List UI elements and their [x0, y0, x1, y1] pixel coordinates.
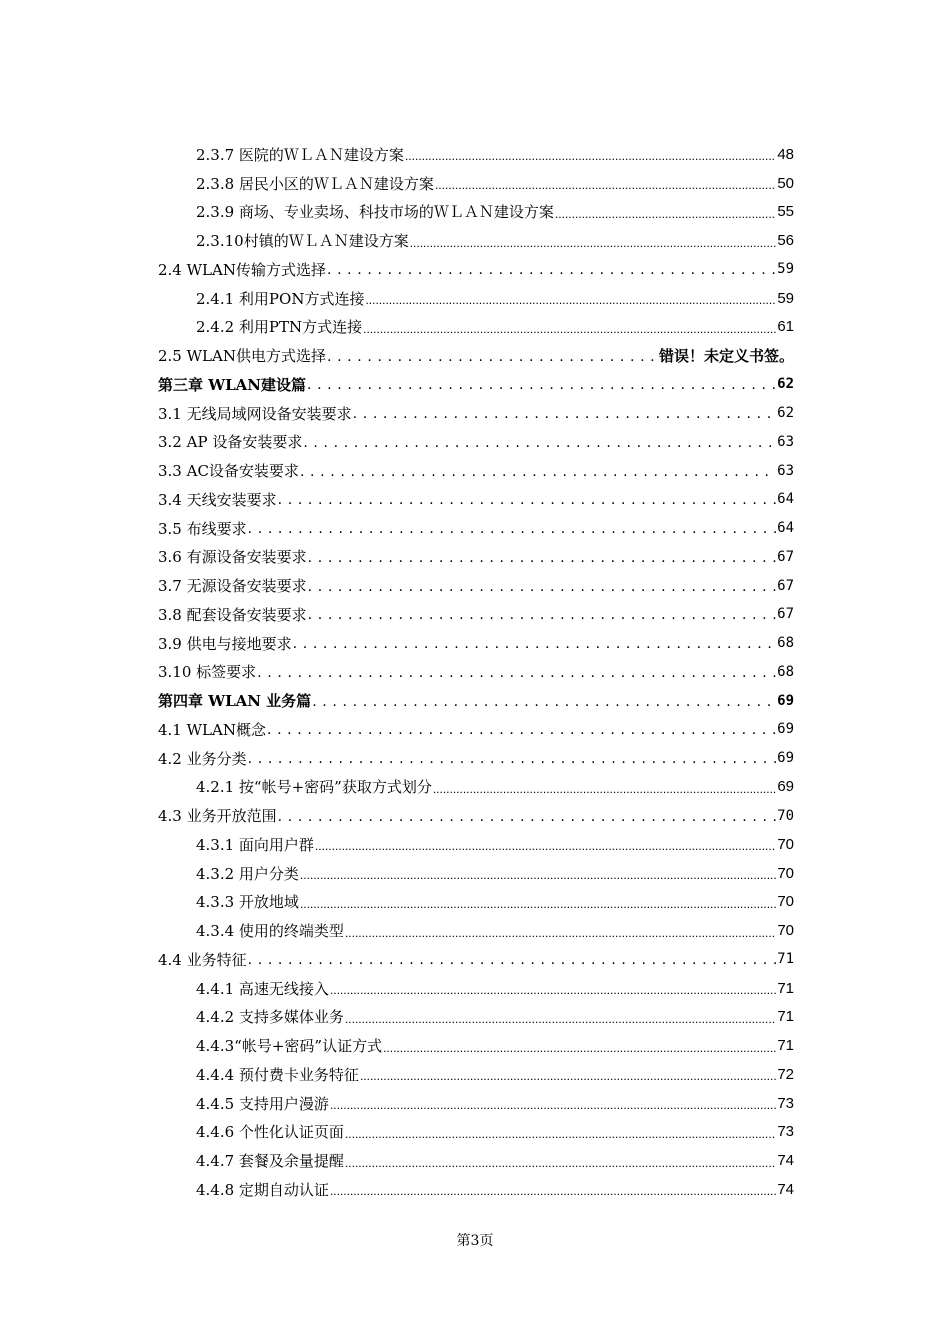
toc-entry[interactable]: [158, 226, 794, 255]
toc-dot-leader: [303, 433, 776, 451]
toc-dot-leader: [300, 462, 776, 480]
toc-entry-page: 74: [777, 1152, 794, 1170]
toc-dot-leader: [345, 1152, 776, 1170]
toc-entry-title: 第四章 WLAN 业务篇: [158, 692, 312, 711]
toc-entry-title: 3.7 无源设备安装要求: [158, 577, 307, 596]
toc-entry[interactable]: [158, 1089, 794, 1118]
toc-dot-leader: [308, 548, 777, 566]
toc-dot-leader: [410, 232, 777, 250]
toc-entry-page: 70: [777, 893, 794, 911]
toc-dot-leader: [365, 289, 776, 307]
toc-entry-page: 56: [777, 232, 794, 250]
toc-entry-page: 67: [777, 577, 794, 594]
toc-entry[interactable]: [158, 543, 794, 572]
toc-entry[interactable]: [158, 514, 794, 543]
toc-entry[interactable]: [158, 399, 794, 428]
toc-entry-title: 4.4.2 支持多媒体业务: [196, 1008, 344, 1027]
toc-dot-leader: [345, 1008, 776, 1026]
toc-entry-title: 第三章 WLAN建设篇: [158, 375, 306, 394]
toc-dot-leader: [312, 692, 776, 710]
toc-entry-title: 2.3.8 居民小区的ＷＬＡＮ建设方案: [196, 174, 434, 193]
toc-dot-leader: [308, 577, 777, 595]
toc-entry-title: 4.2 业务分类: [158, 749, 247, 768]
toc-entry-page: 50: [777, 174, 794, 192]
toc-entry-page: 67: [777, 548, 794, 565]
toc-entry[interactable]: [158, 744, 794, 773]
toc-entry-page: 68: [777, 635, 794, 652]
toc-dot-leader: [555, 203, 776, 221]
toc-entry-title: 3.9 供电与接地要求: [158, 634, 292, 653]
toc-dot-leader: [300, 864, 776, 882]
toc-dot-leader: [267, 720, 776, 738]
toc-entry-page: 70: [777, 864, 794, 882]
toc-entry-page: 61: [777, 318, 794, 336]
toc-entry-page: 64: [777, 491, 794, 508]
toc-entry-title: 3.3 AC设备安装要求: [158, 462, 299, 481]
toc-entry-title: 4.4.6 个性化认证页面: [196, 1123, 344, 1142]
toc-entry[interactable]: [158, 830, 794, 859]
toc-entry-page: 62: [777, 376, 794, 393]
toc-entry[interactable]: [158, 801, 794, 830]
toc-dot-leader: [383, 1037, 776, 1055]
toc-entry-page: 55: [777, 203, 794, 221]
toc-entry-title: 4.3.4 使用的终端类型: [196, 922, 344, 941]
toc-entry-title: 3.1 无线局域网设备安装要求: [158, 404, 352, 423]
toc-entry-page: 71: [777, 951, 794, 968]
toc-entry[interactable]: [158, 140, 794, 169]
toc-entry[interactable]: [158, 600, 794, 629]
toc-entry[interactable]: [158, 341, 794, 370]
toc-entry[interactable]: [158, 428, 794, 457]
toc-entry-title: 4.4.1 高速无线接入: [196, 979, 329, 998]
toc-entry-title: 4.4.7 套餐及余量提醒: [196, 1152, 344, 1171]
toc-entry-page: 63: [777, 433, 794, 450]
toc-entry-page: 73: [777, 1123, 794, 1141]
toc-dot-leader: [433, 778, 776, 796]
toc-entry-title: 4.1 WLAN概念: [158, 720, 266, 739]
toc-entry-page: 70: [777, 835, 794, 853]
toc-dot-leader: [293, 634, 777, 652]
toc-entry[interactable]: [158, 169, 794, 198]
toc-entry-page: 69: [777, 750, 794, 767]
toc-entry[interactable]: [158, 571, 794, 600]
toc-entry-title: 3.5 布线要求: [158, 519, 247, 538]
toc-entry-page: 63: [777, 462, 794, 479]
toc-entry-page: 59: [777, 289, 794, 307]
toc-entry-title: 4.4.5 支持用户漫游: [196, 1094, 329, 1113]
toc-dot-leader: [248, 749, 777, 767]
toc-dot-leader: [327, 347, 658, 365]
toc-entry-page: 59: [777, 261, 794, 278]
toc-entry-page: 64: [777, 520, 794, 537]
toc-entry-page: 70: [777, 807, 794, 824]
toc-entry-title: 2.3.9 商场、专业卖场、科技市场的ＷＬＡＮ建设方案: [196, 203, 554, 222]
toc-entry[interactable]: [158, 284, 794, 313]
toc-dot-leader: [248, 519, 777, 537]
toc-entry[interactable]: [158, 1175, 794, 1204]
toc-entry-title: 2.3.10村镇的ＷＬＡＮ建设方案: [196, 232, 409, 251]
toc-dot-leader: [257, 663, 776, 681]
toc-entry-title: 2.4.1 利用PON方式连接: [196, 289, 365, 308]
toc-dot-leader: [327, 260, 776, 278]
toc-entry[interactable]: [158, 456, 794, 485]
toc-dot-leader: [363, 318, 776, 336]
page-number-footer: 第3页: [456, 1233, 494, 1249]
toc-entry-page: 69: [777, 721, 794, 738]
toc-entry-title: 4.4.3“帐号+密码”认证方式: [196, 1037, 383, 1056]
toc-entry-title: 2.3.7 医院的ＷＬＡＮ建设方案: [196, 145, 404, 164]
toc-entry[interactable]: [158, 629, 794, 658]
toc-dot-leader: [405, 145, 776, 163]
toc-entry[interactable]: [158, 888, 794, 917]
toc-entry-page: 67: [777, 606, 794, 623]
toc-entry[interactable]: [158, 1146, 794, 1175]
toc-entry-title: 4.3.1 面向用户群: [196, 835, 314, 854]
table-of-contents: [158, 140, 794, 1204]
toc-entry[interactable]: [158, 198, 794, 227]
toc-entry-title: 2.4 WLAN传输方式选择: [158, 260, 326, 279]
toc-entry-page: 71: [777, 1008, 794, 1026]
toc-entry-title: 3.10 标签要求: [158, 663, 257, 682]
toc-entry[interactable]: [158, 1031, 794, 1060]
toc-entry[interactable]: [158, 370, 794, 399]
toc-entry[interactable]: [158, 1003, 794, 1032]
toc-entry-title: 4.4.4 预付费卡业务特征: [196, 1065, 359, 1084]
toc-entry[interactable]: [158, 255, 794, 284]
toc-dot-leader: [360, 1065, 776, 1083]
toc-entry[interactable]: [158, 916, 794, 945]
toc-entry[interactable]: [158, 313, 794, 342]
toc-entry-page: 68: [777, 663, 794, 680]
toc-entry-page: 73: [777, 1094, 794, 1112]
toc-entry-title: 4.3.3 开放地域: [196, 893, 299, 912]
toc-dot-leader: [308, 605, 777, 623]
toc-entry-page: 71: [777, 979, 794, 997]
toc-entry[interactable]: [158, 773, 794, 802]
toc-dot-leader: [330, 979, 776, 997]
toc-dot-leader: [330, 1094, 776, 1112]
toc-dot-leader: [278, 490, 777, 508]
toc-entry[interactable]: [158, 1118, 794, 1147]
toc-entry[interactable]: [158, 945, 794, 974]
toc-entry[interactable]: [158, 974, 794, 1003]
toc-entry[interactable]: [158, 859, 794, 888]
toc-entry-title: 3.2 AP 设备安装要求: [158, 433, 303, 452]
toc-dot-leader: [345, 1123, 776, 1141]
toc-entry-title: 4.3 业务开放范围: [158, 807, 277, 826]
toc-entry-page: 62: [777, 405, 794, 422]
toc-dot-leader: [345, 922, 776, 940]
toc-entry-page: 69: [777, 692, 794, 709]
toc-entry-page: 72: [777, 1065, 794, 1083]
toc-dot-leader: [300, 893, 776, 911]
toc-entry-page: 74: [777, 1180, 794, 1198]
toc-entry-title: 2.5 WLAN供电方式选择: [158, 347, 326, 366]
toc-entry[interactable]: [158, 658, 794, 687]
toc-entry-title: 3.8 配套设备安装要求: [158, 605, 307, 624]
toc-entry-title: 4.4.8 定期自动认证: [196, 1180, 329, 1199]
toc-dot-leader: [248, 950, 777, 968]
toc-entry-title: 4.4 业务特征: [158, 950, 247, 969]
toc-entry-title: 3.6 有源设备安装要求: [158, 548, 307, 567]
toc-dot-leader: [307, 375, 776, 393]
toc-entry-page: 48: [777, 145, 794, 163]
toc-entry[interactable]: [158, 686, 794, 715]
toc-entry-page: 71: [777, 1037, 794, 1055]
toc-entry-page: 69: [777, 778, 794, 796]
toc-entry-page: 70: [777, 922, 794, 940]
toc-dot-leader: [278, 807, 777, 825]
toc-entry-title: 4.2.1 按“帐号+密码”获取方式划分: [196, 778, 432, 797]
toc-entry[interactable]: [158, 1060, 794, 1089]
toc-error-message: 错误！未定义书签。: [658, 347, 794, 366]
toc-entry-title: 3.4 天线安装要求: [158, 490, 277, 509]
toc-dot-leader: [353, 404, 777, 422]
toc-dot-leader: [435, 174, 776, 192]
toc-entry[interactable]: [158, 715, 794, 744]
toc-entry-title: 4.3.2 用户分类: [196, 864, 299, 883]
toc-dot-leader: [315, 835, 776, 853]
toc-entry-title: 2.4.2 利用PTN方式连接: [196, 318, 363, 337]
toc-entry[interactable]: [158, 485, 794, 514]
toc-dot-leader: [330, 1180, 776, 1198]
